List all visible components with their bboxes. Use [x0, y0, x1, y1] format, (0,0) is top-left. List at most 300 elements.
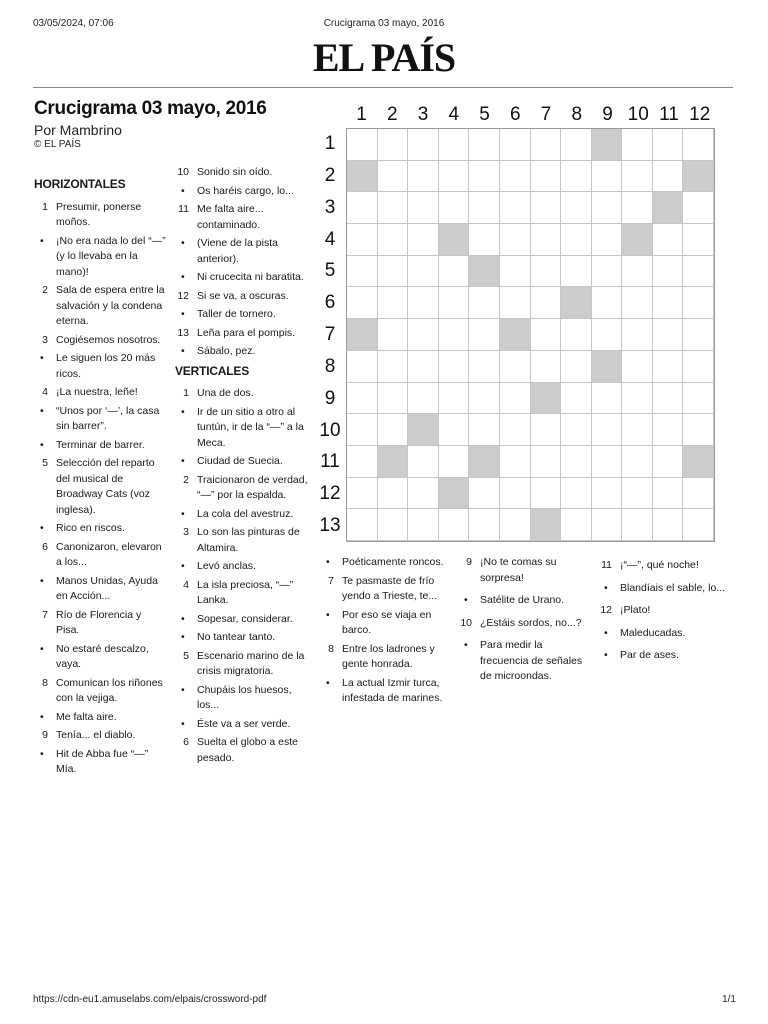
clue-text: La isla preciosa, “—” Lanka.: [197, 578, 294, 606]
grid-cell[interactable]: [592, 414, 623, 446]
clue-text: Manos Unidas, Ayuda en Acción...: [56, 574, 158, 602]
grid-cell[interactable]: [439, 129, 470, 161]
clue-number: 2: [42, 284, 48, 296]
clue-item: [598, 581, 730, 597]
grid-cell[interactable]: [408, 161, 439, 193]
clue-text: Te pasmaste de frío yendo a Trieste, te...: [342, 574, 438, 602]
bullet-icon: •: [181, 184, 185, 197]
clue-text: Canonizaron, elevaron a los...: [56, 540, 162, 568]
footer-url: https://cdn-eu1.amuselabs.com/elpais/crossword-pdf: [33, 994, 267, 1005]
grid-row-label: 1: [324, 133, 336, 154]
grid-cell[interactable]: [408, 192, 439, 224]
grid-cell[interactable]: [592, 192, 623, 224]
clue-item: [175, 717, 312, 733]
bullet-icon: •: [181, 455, 185, 467]
bullet-icon: •: [181, 237, 185, 249]
grid-cell[interactable]: [683, 319, 714, 351]
grid-row-label: 6: [324, 292, 336, 314]
clue-text: Blandíais el sable, lo...: [620, 581, 726, 594]
clue-text: Río de Florencia y Pisa.: [56, 608, 142, 636]
grid-cell[interactable]: [622, 287, 653, 319]
clue-item: [34, 283, 166, 330]
clue-item: [175, 559, 312, 575]
clue-text: Escenario marino de la crisis migratoria.: [197, 649, 305, 677]
grid-block-cell: [592, 129, 623, 161]
clue-column-1: [34, 173, 166, 781]
clue-item: [175, 236, 312, 267]
clue-text: Cogiésemos nosotros.: [56, 333, 161, 346]
clue-item: [175, 326, 312, 342]
grid-row-label: 5: [324, 260, 336, 282]
clue-text: (Viene de la pista anterior).: [197, 237, 278, 265]
bullet-icon: •: [181, 612, 185, 625]
bullet-icon: •: [326, 556, 330, 568]
clue-item: [34, 385, 166, 401]
clue-text: ¡La nuestra, leñe!: [56, 386, 138, 398]
grid-cell[interactable]: [561, 129, 592, 161]
grid-cell[interactable]: [408, 224, 439, 256]
grid-cell[interactable]: [531, 478, 562, 510]
grid-cell[interactable]: [653, 351, 684, 383]
grid-cell[interactable]: [439, 414, 470, 446]
bullet-icon: •: [604, 581, 608, 594]
grid-cell[interactable]: [347, 414, 378, 446]
grid-cell[interactable]: [347, 446, 378, 478]
grid-cell[interactable]: [561, 319, 592, 351]
grid-cell[interactable]: [439, 446, 470, 478]
grid-cell[interactable]: [653, 287, 684, 319]
clue-column-2: [175, 165, 312, 769]
grid-cell[interactable]: [653, 319, 684, 351]
clue-number: 7: [328, 574, 334, 587]
grid-cell[interactable]: [531, 256, 562, 288]
grid-block-cell: [347, 161, 378, 193]
clue-item: [598, 558, 730, 574]
bullet-icon: •: [181, 308, 185, 320]
grid-cell[interactable]: [683, 192, 714, 224]
grid-cell[interactable]: [347, 129, 378, 161]
grid-cell[interactable]: [408, 509, 439, 541]
grid-cell[interactable]: [653, 446, 684, 478]
clue-text: ¡No te comas su sorpresa!: [480, 556, 557, 584]
grid-cell[interactable]: [347, 287, 378, 319]
grid-cell[interactable]: [561, 192, 592, 224]
grid-column-label: 3: [417, 104, 429, 125]
grid-row-label: 11: [320, 451, 340, 473]
clue-text: Ir de un sitio a otro al tuntún, ir de la “—” a la Meca.: [197, 405, 304, 449]
bullet-icon: •: [181, 271, 185, 283]
grid-cell[interactable]: [408, 383, 439, 415]
clue-text: Le siguen los 20 más ricos.: [56, 352, 156, 380]
grid-cell[interactable]: [500, 161, 531, 193]
clue-item: [175, 507, 312, 523]
grid-cell[interactable]: [653, 478, 684, 510]
clue-item: [175, 525, 312, 556]
grid-cell[interactable]: [683, 509, 714, 541]
grid-cell[interactable]: [347, 478, 378, 510]
grid-row-label: 8: [324, 355, 336, 377]
grid-cell[interactable]: [469, 383, 500, 415]
grid-cell[interactable]: [378, 414, 409, 446]
bullet-icon: •: [604, 649, 608, 661]
grid-cell[interactable]: [653, 383, 684, 415]
grid-cell[interactable]: [378, 224, 409, 256]
grid-cell[interactable]: [561, 446, 592, 478]
grid-cell[interactable]: [469, 287, 500, 319]
clue-text: Maleducadas.: [620, 626, 686, 639]
grid-row-label: 3: [324, 196, 336, 218]
clue-item: [34, 710, 166, 726]
clue-text: ¡“—”, qué noche!: [620, 559, 699, 571]
grid-cell[interactable]: [469, 414, 500, 446]
grid-cell[interactable]: [622, 192, 653, 224]
grid-cell[interactable]: [592, 287, 623, 319]
clue-text: Suelta el globo a este pesado.: [197, 736, 298, 764]
grid-cell[interactable]: [378, 256, 409, 288]
clue-item: [34, 404, 166, 435]
grid-row-label: 9: [324, 387, 336, 409]
grid-cell[interactable]: [653, 414, 684, 446]
clue-text: Comunican los riñones con la vejiga.: [56, 676, 163, 704]
grid-block-cell: [408, 414, 439, 446]
grid-cell[interactable]: [622, 509, 653, 541]
grid-cell[interactable]: [408, 351, 439, 383]
grid-cell[interactable]: [592, 478, 623, 510]
clue-text: ¡Plato!: [620, 604, 651, 616]
grid-block-cell: [683, 161, 714, 193]
grid-cell[interactable]: [347, 509, 378, 541]
clue-text: La actual Izmir turca, infestada de marines.: [342, 676, 443, 704]
clue-text: Traicionaron de verdad, “—” por la espalda.: [197, 473, 308, 501]
clue-number: 6: [42, 540, 48, 553]
clue-number: 9: [42, 729, 48, 741]
grid-cell[interactable]: [500, 478, 531, 510]
clue-item: [34, 456, 166, 518]
grid-cell[interactable]: [622, 414, 653, 446]
grid-cell[interactable]: [683, 414, 714, 446]
clue-item: [598, 648, 730, 664]
grid-cell[interactable]: [683, 287, 714, 319]
grid-cell[interactable]: [622, 256, 653, 288]
grid-block-cell: [531, 383, 562, 415]
clue-item: [34, 438, 166, 454]
grid-cell[interactable]: [469, 224, 500, 256]
clue-item: [34, 728, 166, 744]
grid-row-label: 4: [324, 228, 336, 250]
grid-cell[interactable]: [469, 161, 500, 193]
grid-cell[interactable]: [683, 351, 714, 383]
grid-cell[interactable]: [439, 256, 470, 288]
grid-cell[interactable]: [500, 224, 531, 256]
clue-item: [34, 608, 166, 639]
clue-item: [175, 184, 312, 200]
grid-cell[interactable]: [622, 446, 653, 478]
clue-text: Os haréis cargo, lo...: [197, 184, 294, 197]
bullet-icon: •: [181, 683, 185, 696]
clue-number: 8: [42, 676, 48, 689]
clue-item: [175, 202, 312, 233]
clue-number: 6: [183, 736, 189, 748]
clue-number: 3: [183, 526, 189, 538]
grid-cell[interactable]: [500, 351, 531, 383]
clue-item: [320, 608, 448, 639]
clue-text: Levó anclas.: [197, 560, 256, 572]
grid-cell[interactable]: [531, 351, 562, 383]
grid-cell[interactable]: [653, 224, 684, 256]
bullet-icon: •: [181, 717, 185, 730]
grid-cell[interactable]: [653, 256, 684, 288]
grid-cell[interactable]: [531, 319, 562, 351]
clue-text: Sala de espera entre la salvación y la condena eterna.: [56, 284, 165, 327]
grid-cell[interactable]: [683, 224, 714, 256]
clue-column-5: [598, 558, 730, 671]
grid-row-label: 10: [319, 419, 341, 441]
grid-cell[interactable]: [378, 351, 409, 383]
grid-cell[interactable]: [561, 509, 592, 541]
clue-item: [34, 574, 166, 605]
clue-item: [34, 642, 166, 673]
grid-cell[interactable]: [439, 351, 470, 383]
grid-cell[interactable]: [469, 319, 500, 351]
grid-column-label: 5: [479, 104, 490, 125]
crossword-copyright: © EL PAÍS: [34, 139, 81, 150]
grid-cell[interactable]: [561, 256, 592, 288]
grid-cell[interactable]: [378, 509, 409, 541]
grid-cell[interactable]: [683, 383, 714, 415]
grid-column-label: 9: [602, 104, 613, 125]
grid-block-cell: [683, 446, 714, 478]
grid-block-cell: [378, 446, 409, 478]
grid-cell[interactable]: [622, 319, 653, 351]
grid-cell[interactable]: [469, 351, 500, 383]
grid-cell[interactable]: [592, 224, 623, 256]
clue-item: [598, 626, 730, 642]
grid-block-cell: [622, 224, 653, 256]
crossword-grid: [346, 128, 715, 542]
grid-cell[interactable]: [347, 383, 378, 415]
grid-cell[interactable]: [531, 192, 562, 224]
grid-column-label: 10: [627, 104, 649, 125]
grid-cell[interactable]: [683, 256, 714, 288]
grid-cell[interactable]: [469, 129, 500, 161]
clue-text: ¿Estáis sordos, no...?: [480, 616, 582, 629]
grid-cell[interactable]: [622, 478, 653, 510]
grid-cell[interactable]: [500, 192, 531, 224]
clue-text: Lo son las pinturas de Altamira.: [197, 526, 300, 554]
grid-cell[interactable]: [592, 383, 623, 415]
grid-cell[interactable]: [378, 383, 409, 415]
grid-cell[interactable]: [439, 319, 470, 351]
clue-item: [34, 333, 166, 349]
grid-cell[interactable]: [347, 224, 378, 256]
clue-number: 11: [601, 559, 612, 571]
grid-cell[interactable]: [439, 287, 470, 319]
grid-cell[interactable]: [500, 256, 531, 288]
clue-column-3: [320, 555, 448, 710]
grid-cell[interactable]: [469, 192, 500, 224]
crossword-title: Crucigrama 03 mayo, 2016: [34, 98, 267, 119]
grid-cell[interactable]: [561, 478, 592, 510]
grid-cell[interactable]: [408, 129, 439, 161]
grid-cell[interactable]: [378, 319, 409, 351]
clue-item: [34, 540, 166, 571]
clue-text: Sonido sin oído.: [197, 166, 273, 178]
grid-cell[interactable]: [347, 192, 378, 224]
clue-item: [175, 630, 312, 646]
clue-number: 1: [42, 200, 48, 213]
clue-text: Leña para el pompis.: [197, 326, 296, 339]
clue-number: 7: [42, 608, 48, 621]
grid-cell[interactable]: [653, 161, 684, 193]
clue-number: 12: [600, 604, 612, 616]
grid-cell[interactable]: [531, 414, 562, 446]
clue-number: 3: [42, 333, 48, 346]
grid-cell[interactable]: [378, 129, 409, 161]
verticales-heading: VERTICALES: [175, 363, 250, 378]
bullet-icon: •: [181, 631, 185, 643]
grid-cell[interactable]: [439, 383, 470, 415]
clue-text: Una de dos.: [197, 387, 254, 399]
bullet-icon: •: [326, 676, 330, 689]
grid-block-cell: [561, 287, 592, 319]
grid-column-label: 6: [509, 104, 521, 125]
grid-cell[interactable]: [531, 446, 562, 478]
grid-block-cell: [531, 509, 562, 541]
grid-cell[interactable]: [622, 161, 653, 193]
clue-text: ¡No era nada lo del “—” (y lo llevaba en la mano)!: [56, 234, 166, 278]
bullet-icon: •: [464, 594, 468, 606]
grid-cell[interactable]: [500, 383, 531, 415]
print-datetime: 03/05/2024, 07:06: [33, 18, 114, 29]
grid-column-label: 2: [386, 104, 398, 125]
bullet-icon: •: [40, 438, 44, 451]
clue-item: [34, 676, 166, 707]
clue-text: Por eso se viaja en barco.: [342, 608, 432, 636]
grid-column-label: 12: [689, 104, 711, 125]
clue-number: 13: [177, 326, 189, 339]
clue-number: 4: [42, 386, 48, 398]
grid-row-label: 7: [324, 324, 336, 346]
clue-item: [175, 386, 312, 402]
grid-cell[interactable]: [592, 161, 623, 193]
grid-block-cell: [469, 256, 500, 288]
grid-cell[interactable]: [592, 256, 623, 288]
grid-cell[interactable]: [347, 351, 378, 383]
grid-cell[interactable]: [347, 256, 378, 288]
grid-cell[interactable]: [561, 383, 592, 415]
grid-cell[interactable]: [531, 161, 562, 193]
grid-block-cell: [439, 224, 470, 256]
grid-cell[interactable]: [378, 478, 409, 510]
clue-item: [175, 454, 312, 470]
grid-cell[interactable]: [408, 478, 439, 510]
grid-cell[interactable]: [378, 287, 409, 319]
grid-row-label: 13: [319, 515, 341, 537]
grid-cell[interactable]: [683, 478, 714, 510]
grid-cell[interactable]: [531, 224, 562, 256]
grid-cell[interactable]: [378, 161, 409, 193]
grid-cell[interactable]: [592, 509, 623, 541]
crossword-author: Por Mambrino: [34, 122, 122, 138]
grid-row-label: 12: [319, 483, 341, 505]
bullet-icon: •: [181, 405, 185, 418]
grid-cell[interactable]: [439, 192, 470, 224]
grid-cell[interactable]: [592, 446, 623, 478]
grid-cell[interactable]: [653, 129, 684, 161]
grid-block-cell: [439, 478, 470, 510]
bullet-icon: •: [181, 507, 185, 520]
clue-text: No estaré descalzo, vaya.: [56, 642, 149, 670]
bullet-icon: •: [40, 522, 44, 534]
grid-cell[interactable]: [439, 161, 470, 193]
grid-cell[interactable]: [439, 509, 470, 541]
clue-text: Éste va a ser verde.: [197, 717, 291, 730]
grid-cell[interactable]: [622, 383, 653, 415]
clue-item: [175, 578, 312, 609]
grid-cell[interactable]: [500, 129, 531, 161]
grid-cell[interactable]: [500, 446, 531, 478]
clue-text: Satélite de Urano.: [480, 594, 565, 606]
grid-block-cell: [469, 446, 500, 478]
bullet-icon: •: [40, 747, 44, 760]
grid-cell[interactable]: [500, 509, 531, 541]
grid-cell[interactable]: [653, 509, 684, 541]
clue-number: 12: [177, 289, 189, 302]
grid-cell[interactable]: [500, 414, 531, 446]
grid-cell[interactable]: [469, 478, 500, 510]
grid-block-cell: [347, 319, 378, 351]
grid-cell[interactable]: [592, 319, 623, 351]
grid-cell[interactable]: [561, 351, 592, 383]
clue-number: 1: [183, 387, 189, 399]
clue-item: [598, 603, 730, 619]
clue-text: La cola del avestruz.: [197, 507, 294, 520]
grid-column-label: 4: [448, 104, 460, 125]
clue-item: [175, 307, 312, 323]
grid-cell[interactable]: [561, 224, 592, 256]
clue-number: 8: [328, 642, 334, 655]
grid-cell[interactable]: [408, 319, 439, 351]
clue-item: [175, 289, 312, 305]
clue-text: Par de ases.: [620, 649, 679, 661]
grid-cell[interactable]: [408, 256, 439, 288]
clue-text: Sábalo, pez.: [197, 345, 256, 357]
clue-item: [34, 234, 166, 281]
clue-item: [175, 735, 312, 766]
grid-cell[interactable]: [378, 192, 409, 224]
grid-cell[interactable]: [531, 287, 562, 319]
grid-cell[interactable]: [531, 129, 562, 161]
grid-cell[interactable]: [622, 351, 653, 383]
grid-cell[interactable]: [469, 509, 500, 541]
grid-block-cell: [653, 192, 684, 224]
grid-cell[interactable]: [683, 129, 714, 161]
grid-cell[interactable]: [561, 161, 592, 193]
clue-text: Ni crucecita ni baratita.: [197, 271, 304, 283]
clue-item: [175, 683, 312, 714]
clue-item: [458, 593, 586, 609]
grid-cell[interactable]: [408, 287, 439, 319]
bullet-icon: •: [40, 234, 44, 247]
clue-text: Selección del reparto del musical de Broadway Cats (voz inglesa).: [56, 457, 155, 516]
bullet-icon: •: [326, 608, 330, 621]
clue-item: [175, 649, 312, 680]
grid-cell[interactable]: [408, 446, 439, 478]
grid-cell[interactable]: [622, 129, 653, 161]
grid-cell[interactable]: [500, 287, 531, 319]
grid-cell[interactable]: [561, 414, 592, 446]
clue-item: [34, 521, 166, 537]
